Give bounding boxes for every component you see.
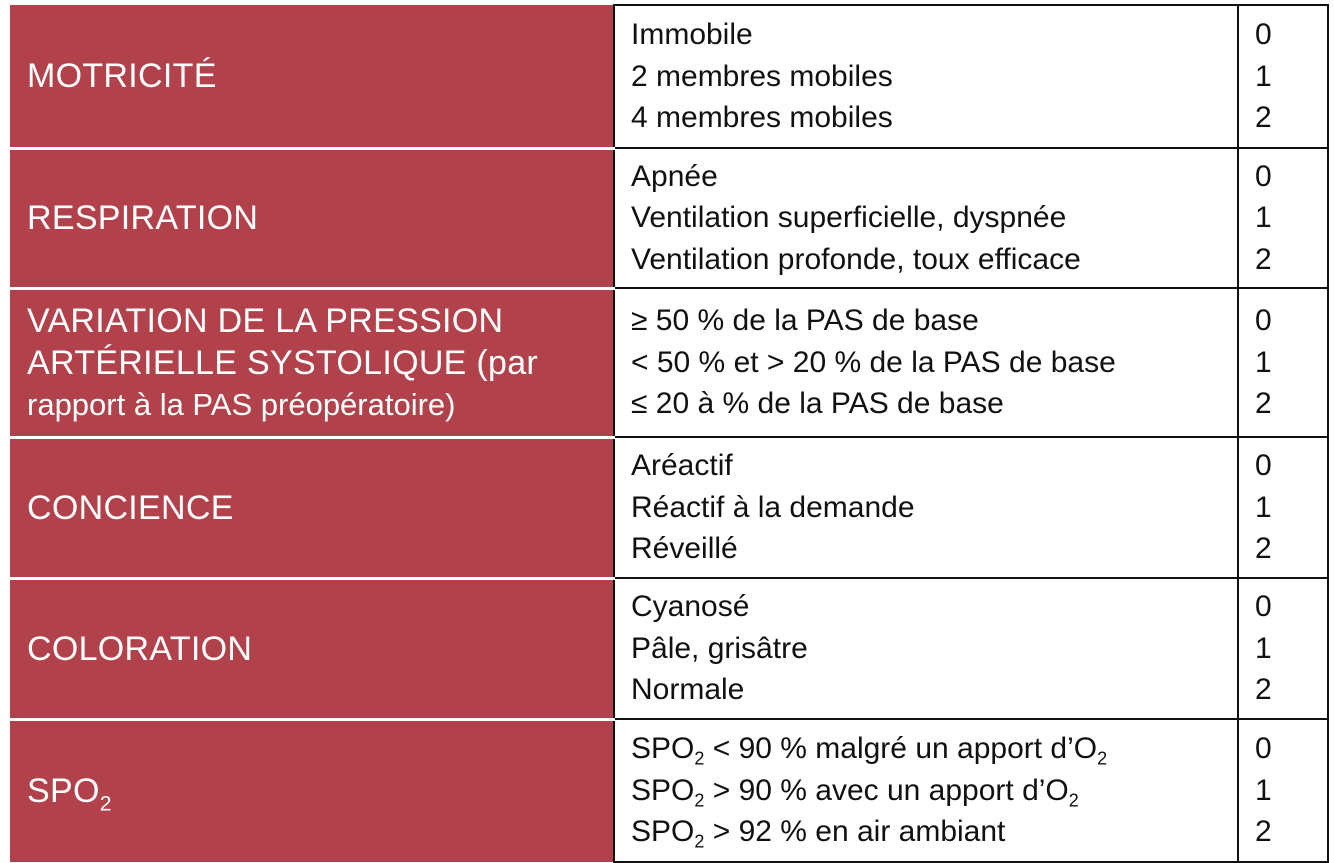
option-score: 0 [1255, 159, 1272, 193]
option-text: ≥ 50 % de la PAS de base [631, 304, 979, 338]
option-score: 0 [1255, 449, 1272, 483]
option-score: 1 [1255, 631, 1272, 665]
option-text: Aréactif [631, 449, 733, 483]
table-row [10, 719, 1328, 862]
option-text: Apnée [631, 159, 718, 193]
category-subscript: 2 [99, 792, 112, 816]
option-score: 2 [1255, 387, 1272, 421]
option-score: 0 [1255, 18, 1272, 52]
option-score: 2 [1255, 815, 1272, 849]
option-score: 2 [1255, 242, 1272, 276]
table-row [10, 437, 1328, 578]
option-text: 4 membres mobiles [631, 101, 893, 135]
option-text: $SPO_2 > 92$ % en air ambiant [631, 815, 1006, 852]
options-cell [614, 288, 1238, 437]
options-cell [614, 578, 1238, 719]
option-text: Réveillé [631, 532, 738, 566]
options-cell [614, 719, 1238, 862]
table-row [10, 5, 1328, 148]
option-score: 0 [1255, 304, 1272, 338]
scores-cell [1238, 437, 1328, 578]
option-text: Normale [631, 673, 745, 707]
options-cell [614, 5, 1238, 148]
category-line: ARTÉRIELLE SYSTOLIQUE (par [27, 343, 539, 382]
option-score: 1 [1255, 345, 1272, 379]
category-label-respiration: RESPIRATION [10, 148, 614, 288]
option-text: Réactif à la demande [631, 490, 915, 524]
scores-cell [1238, 5, 1328, 148]
table-row [10, 288, 1328, 437]
category-label-concience: CONCIENCE [10, 437, 614, 578]
option-score: 1 [1255, 201, 1272, 235]
option-text: 2 membres mobiles [631, 59, 893, 93]
scores-cell [1238, 719, 1328, 862]
option-score: 0 [1255, 732, 1272, 766]
table-row [10, 578, 1328, 719]
option-text: Ventilation profonde, toux efficace [631, 242, 1081, 276]
option-score: 0 [1255, 590, 1272, 624]
table-row [10, 148, 1328, 288]
scores-cell [1238, 288, 1328, 437]
category-line: VARIATION DE LA PRESSION [27, 301, 504, 340]
category-label-pressure-variation [10, 288, 614, 437]
option-text: Cyanosé [631, 590, 750, 624]
option-score: 1 [1255, 773, 1272, 807]
category-label-motricite: MOTRICITÉ [10, 5, 614, 148]
option-text: Pâle, grisâtre [631, 631, 808, 665]
option-score: 1 [1255, 59, 1272, 93]
scores-cell [1238, 148, 1328, 288]
option-text: < 50 % et > 20 % de la PAS de base [631, 345, 1116, 379]
category-text: SPO [27, 772, 100, 811]
option-text: Ventilation superficielle, dyspnée [631, 201, 1067, 235]
category-label-coloration: COLORATION [10, 578, 614, 719]
option-score: 2 [1255, 101, 1272, 135]
option-score: 2 [1255, 532, 1272, 566]
option-text: $SPO_2 < 90$ % malgré un apport $d’O_2$ [631, 732, 1108, 769]
scores-cell [1238, 578, 1328, 719]
category-line: rapport à la PAS préopératoire) [27, 386, 456, 422]
category-label-spo2 [10, 719, 614, 862]
option-score: 2 [1255, 673, 1272, 707]
score-table [10, 4, 1329, 863]
options-cell [614, 148, 1238, 288]
option-text: ≤ 20 à % de la PAS de base [631, 387, 1004, 421]
options-cell [614, 437, 1238, 578]
option-text: Immobile [631, 18, 753, 52]
option-text: $SPO_2 > 90$ % avec un apport $d’O_2$ [631, 773, 1079, 811]
option-score: 1 [1255, 490, 1272, 524]
